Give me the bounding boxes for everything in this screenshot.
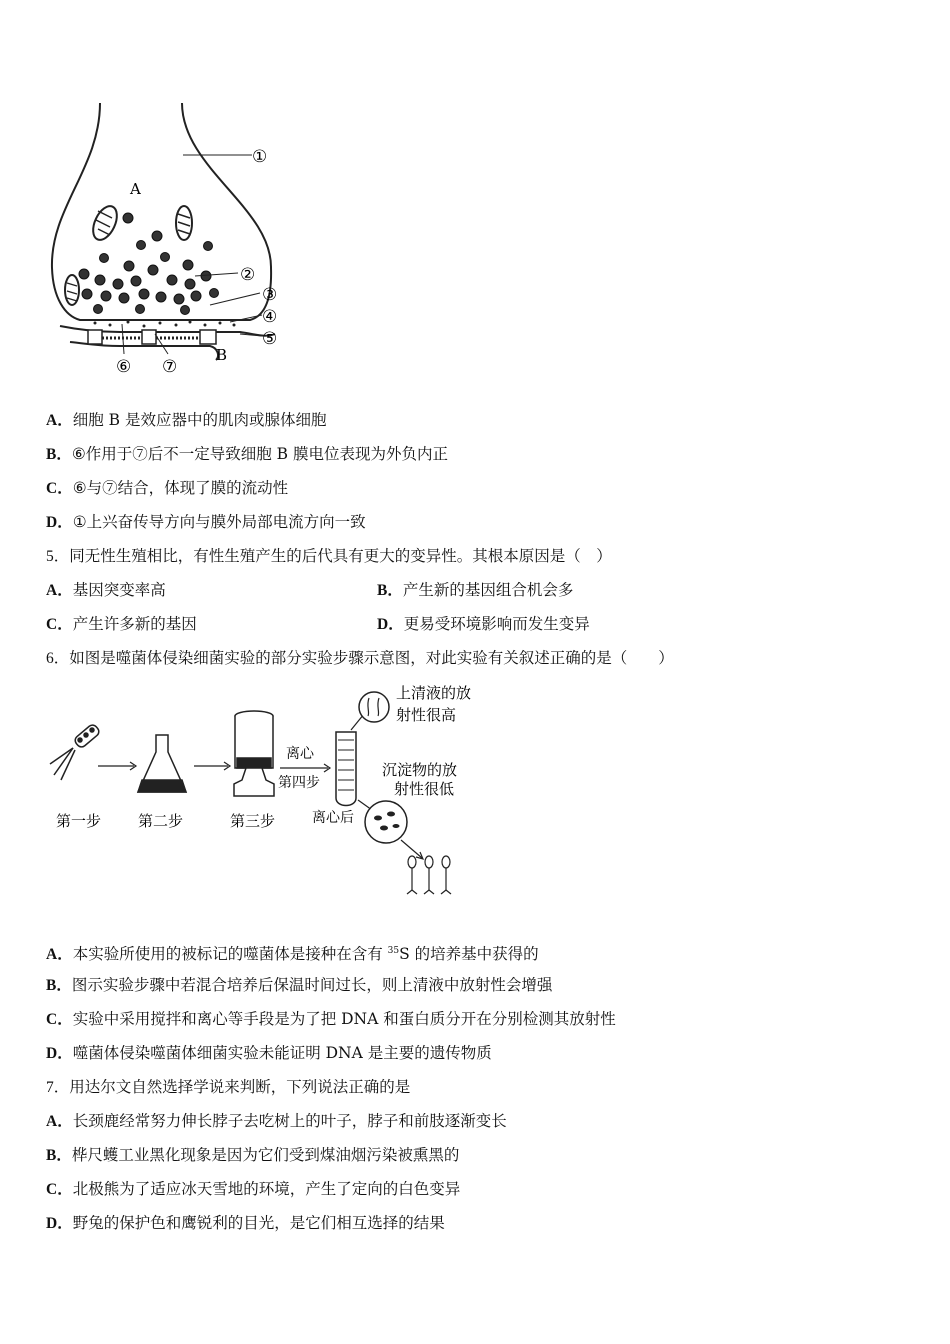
q5-option-c: C．产生许多新的基因 — [46, 615, 197, 633]
q4-option-d: D．①上兴奋传导方向与膜外局部电流方向一致 — [46, 513, 366, 531]
marker-4: ④ — [262, 307, 278, 327]
q4-option-c: C．⑥与⑦结合，体现了膜的流动性 — [46, 479, 289, 497]
q4-option-a: A．细胞 B 是效应器中的肌肉或腺体细胞 — [46, 411, 327, 429]
receptor — [142, 330, 156, 344]
synapse-figure — [40, 98, 300, 383]
flask-icon — [138, 735, 186, 792]
supernatant-label-1: 上清液的放 — [396, 684, 472, 702]
step4-label: 第四步 — [278, 775, 320, 791]
marker-6: ⑥ — [116, 357, 132, 377]
after-centrifuge-label: 离心后 — [312, 810, 354, 826]
q6-option-b: B．图示实验步骤中若混合培养后保温时间过长，则上清液中放射性会增强 — [46, 976, 553, 994]
phage-experiment-figure — [46, 680, 496, 905]
mitochondrion — [88, 202, 121, 243]
mitochondrion — [176, 206, 192, 240]
q6-option-d: D．噬菌体侵染噬菌体细菌实验未能证明 DNA 是主要的遗传物质 — [46, 1044, 492, 1062]
q5-stem: 5．同无性生殖相比，有性生殖产生的后代具有更大的变异性。其根本原因是（ ） — [46, 547, 612, 565]
q7-option-c: C．北极熊为了适应冰天雪地的环境，产生了定向的白色变异 — [46, 1180, 461, 1198]
marker-7: ⑦ — [162, 357, 178, 377]
progeny-phages-icon — [407, 856, 451, 894]
step2-label: 第二步 — [138, 812, 184, 830]
sediment-label-2: 射性很低 — [394, 780, 455, 798]
marker-3: ③ — [262, 285, 278, 305]
step1-label: 第一步 — [56, 812, 102, 830]
q7-option-d: D．野兔的保护色和鹰锐利的目光，是它们相互选择的结果 — [46, 1214, 445, 1232]
q5-option-d: D．更易受环境影响而发生变异 — [377, 615, 590, 633]
presynaptic-membrane — [52, 103, 271, 320]
marker-5: ⑤ — [262, 329, 278, 349]
q6-option-a: A．本实验所使用的被标记的噬菌体是接种在含有 $^{35}$S 的培养基中获得的 — [46, 945, 539, 964]
q7-option-b: B．桦尺蠖工业黑化现象是因为它们受到煤油烟污染被熏黑的 — [46, 1146, 460, 1164]
blender-icon — [234, 711, 274, 796]
neurotransmitter-dots — [94, 321, 236, 328]
q5-option-b: B．产生新的基因组合机会多 — [377, 581, 574, 599]
q6-option-c: C．实验中采用搅拌和离心等手段是为了把 DNA 和蛋白质分开在分别检测其放射性 — [46, 1010, 616, 1028]
phage-icon — [50, 723, 101, 780]
receptor — [200, 330, 216, 344]
supernatant-circle — [359, 692, 389, 722]
q6-stem: 6．如图是噬菌体侵染细菌实验的部分实验步骤示意图，对此实验有关叙述正确的是（ ） — [46, 649, 674, 667]
step3-label: 第三步 — [230, 812, 276, 830]
centrifuge-label: 离心 — [286, 746, 314, 762]
centrifuge-tube-icon — [336, 732, 356, 806]
q7-stem: 7．用达尔文自然选择学说来判断，下列说法正确的是 — [46, 1078, 411, 1096]
sediment-circle — [365, 801, 407, 843]
label-A: A — [130, 180, 141, 198]
supernatant-label-2: 射性很高 — [396, 706, 457, 724]
marker-2: ② — [240, 265, 256, 285]
q4-option-b: B．⑥作用于⑦后不一定导致细胞 B 膜电位表现为外负内正 — [46, 445, 448, 463]
q7-option-a: A．长颈鹿经常努力伸长脖子去吃树上的叶子，脖子和前肢逐渐变长 — [46, 1112, 507, 1130]
label-B: B — [216, 346, 228, 364]
sediment-label-1: 沉淀物的放 — [382, 761, 458, 779]
receptor — [88, 330, 102, 344]
marker-1: ① — [252, 147, 268, 167]
q5-option-a: A．基因突变率高 — [46, 581, 166, 599]
